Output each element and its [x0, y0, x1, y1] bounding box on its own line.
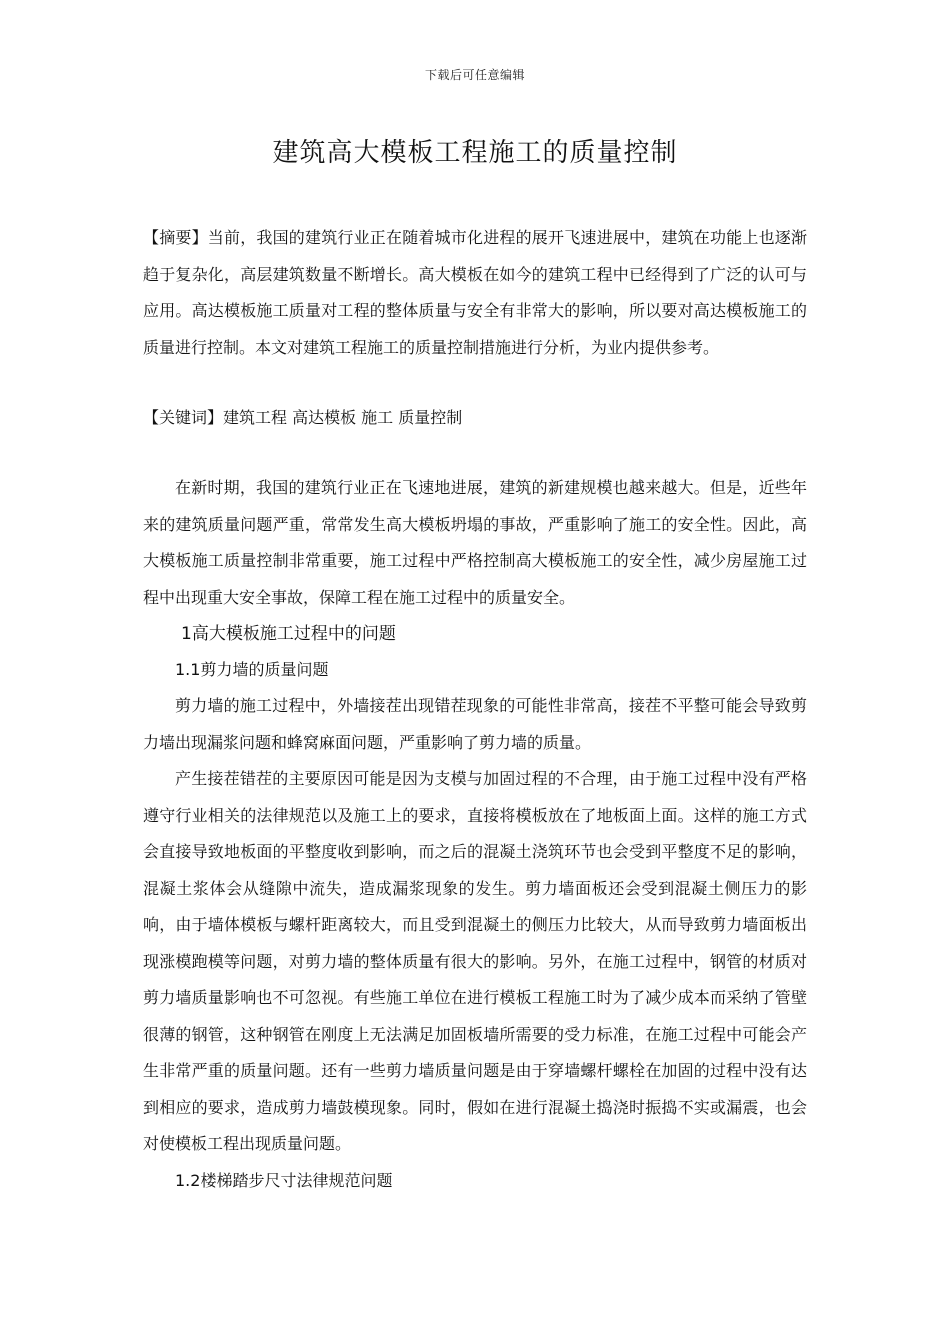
abstract-paragraph: 【摘要】当前，我国的建筑行业正在随着城市化进程的展开飞速进展中，建筑在功能上也逐渐趋于复杂化，高层建筑数量不断增长。高大模板在如今的建筑工程中已经得到了广泛的认可与应用。高达模板施工质量对工程的整体质量与安全有非常大的影响，所以要对高达模板施工的质量进行控制。本文对建筑工程施工的质量控制措施进行分析，为业内提供参考。 [143, 228, 807, 357]
section-1-2-heading: 1.2楼梯踏步尺寸法律规范问题 [175, 1170, 393, 1190]
section-1-1-heading: 1.1剪力墙的质量问题 [175, 660, 329, 679]
intro-paragraph: 在新时期，我国的建筑行业正在飞速地进展，建筑的新建规模也越来越大。但是，近些年来的建筑质量问题严重，常常发生高大模板坍塌的事故，严重影响了施工的安全性。因此，高大模板施工质量控制非常重要，施工过程中严格控制高大模板施工的安全性，减少房屋施工过程中出现重大安全事故，保障工程在施工过程中的质量安全。 [143, 478, 807, 607]
body-content [143, 470, 807, 1199]
section-1-heading: 1高大模板施工过程中的问题 [181, 624, 396, 644]
document-title: 建筑高大模板工程施工的质量控制 [272, 138, 678, 168]
section-1-1-paragraph-1: 剪力墙的施工过程中，外墙接茬出现错茬现象的可能性非常高，接茬不平整可能会导致剪力墙出现漏浆问题和蜂窝麻面问题，严重影响了剪力墙的质量。 [143, 696, 807, 752]
header-note: 下载后可任意编辑 [424, 68, 525, 82]
keywords-line: 【关键词】建筑工程 高达模板 施工 质量控制 [143, 408, 463, 427]
section-1-1-paragraph-2: 产生接茬错茬的主要原因可能是因为支模与加固过程的不合理，由于施工过程中没有严格遵守行业相关的法律规范以及施工上的要求，直接将模板放在了地板面上面。这样的施工方式会直接导致地板面的平整度收到影响，而之后的混凝土浇筑环节也会受到平整度不足的影响，混凝土浆体会从缝隙中流失，造成漏浆现象的发生。剪力墙面板还会受到混凝土侧压力的影响，由于墙体模板与螺杆距离较大，而且受到混凝土的侧压力比较大，从而导致剪力墙面板出现涨模跑模等问题，对剪力墙的整体质量有很大的影响。另外，在施工过程中，钢管的材质对剪力墙质量影响也不可忽视。有些施工单位在进行模板工程施工时为了减少成本而采纳了管壁很薄的钢管，这种钢管在刚度上无法满足加固板墙所需要的受力标准，在施工过程中可能会产生非常严重的质量问题。还有一些剪力墙质量问题是由于穿墙螺杆螺栓在加固的过程中没有达到相应的要求，造成剪力墙鼓模现象。同时，假如在进行混凝土捣浇时振捣不实或漏震，也会对使模板工程出现质量问题。 [143, 769, 807, 1153]
